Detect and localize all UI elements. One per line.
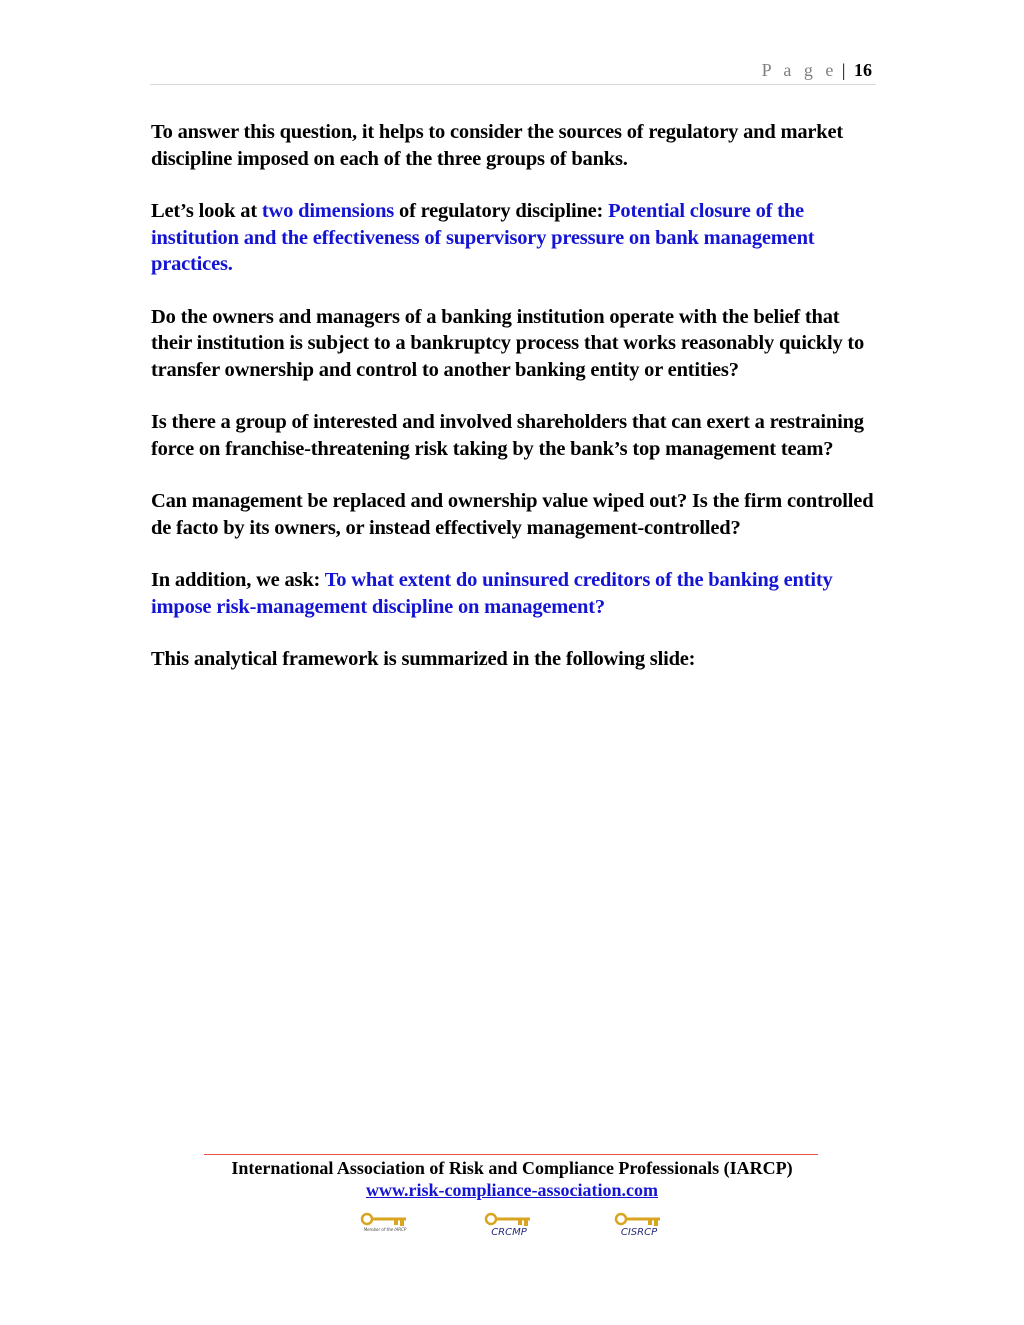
document-body xyxy=(151,119,877,699)
footer-divider xyxy=(204,1154,818,1155)
paragraph-3: Do the owners and managers of a banking institution operate with the belief that their institution is subject to a bankruptcy process that works reasonably quickly to transfer ownership and control to another banking entity or entities? xyxy=(151,305,865,381)
page-word: P a g e xyxy=(761,60,838,80)
page-header xyxy=(150,58,876,85)
paragraph-1: To answer this question, it helps to consider the sources of regulatory and market discipline imposed on each of the three groups of banks. xyxy=(151,121,844,170)
paragraph-2 xyxy=(151,198,877,278)
paragraph-4: Is there a group of interested and involved shareholders that can exert a restraining force on franchise-threatening risk taking by the bank’s top management team? xyxy=(151,411,864,460)
member-badge xyxy=(360,1212,410,1246)
paragraph-5: Can management be replaced and ownership value wiped out? Is the firm controlled de facto by its owners, or instead effectively management-controlled? xyxy=(151,490,874,539)
key-icon xyxy=(614,1212,664,1228)
page-number: 16 xyxy=(854,60,872,80)
cisrcp-badge xyxy=(614,1212,664,1246)
member-badge-label: Member of the IARCP xyxy=(363,1227,407,1232)
highlight-uninsured-creditors: To what extent do uninsured creditors of the banking entity impose risk-management discipline on management? xyxy=(151,569,833,618)
key-icon xyxy=(484,1212,534,1228)
crcmp-badge-label: CRCMP xyxy=(491,1227,527,1238)
footer-website-link[interactable]: www.risk-compliance-association.com xyxy=(366,1180,658,1200)
paragraph-2-intro: Let’s look at xyxy=(151,200,262,222)
page-separator: | xyxy=(841,60,846,80)
paragraph-6-intro: In addition, we ask: xyxy=(151,569,325,591)
footer-organization: International Association of Risk and Compliance Professionals (IARCP) xyxy=(231,1158,793,1178)
crcmp-badge xyxy=(484,1212,534,1246)
highlight-closure: Potential closure of the institution and the effectiveness of supervisory pressure on bank management practices. xyxy=(151,200,815,275)
key-icon xyxy=(360,1212,410,1228)
paragraph-2-middle: of regulatory discipline: xyxy=(394,200,609,222)
paragraph-6 xyxy=(151,567,877,620)
page-number-label xyxy=(762,60,872,81)
highlight-two-dimensions: two dimensions xyxy=(261,200,395,222)
paragraph-7: This analytical framework is summarized in the following slide: xyxy=(151,648,696,670)
cisrcp-badge-label: CISRCP xyxy=(620,1227,658,1238)
